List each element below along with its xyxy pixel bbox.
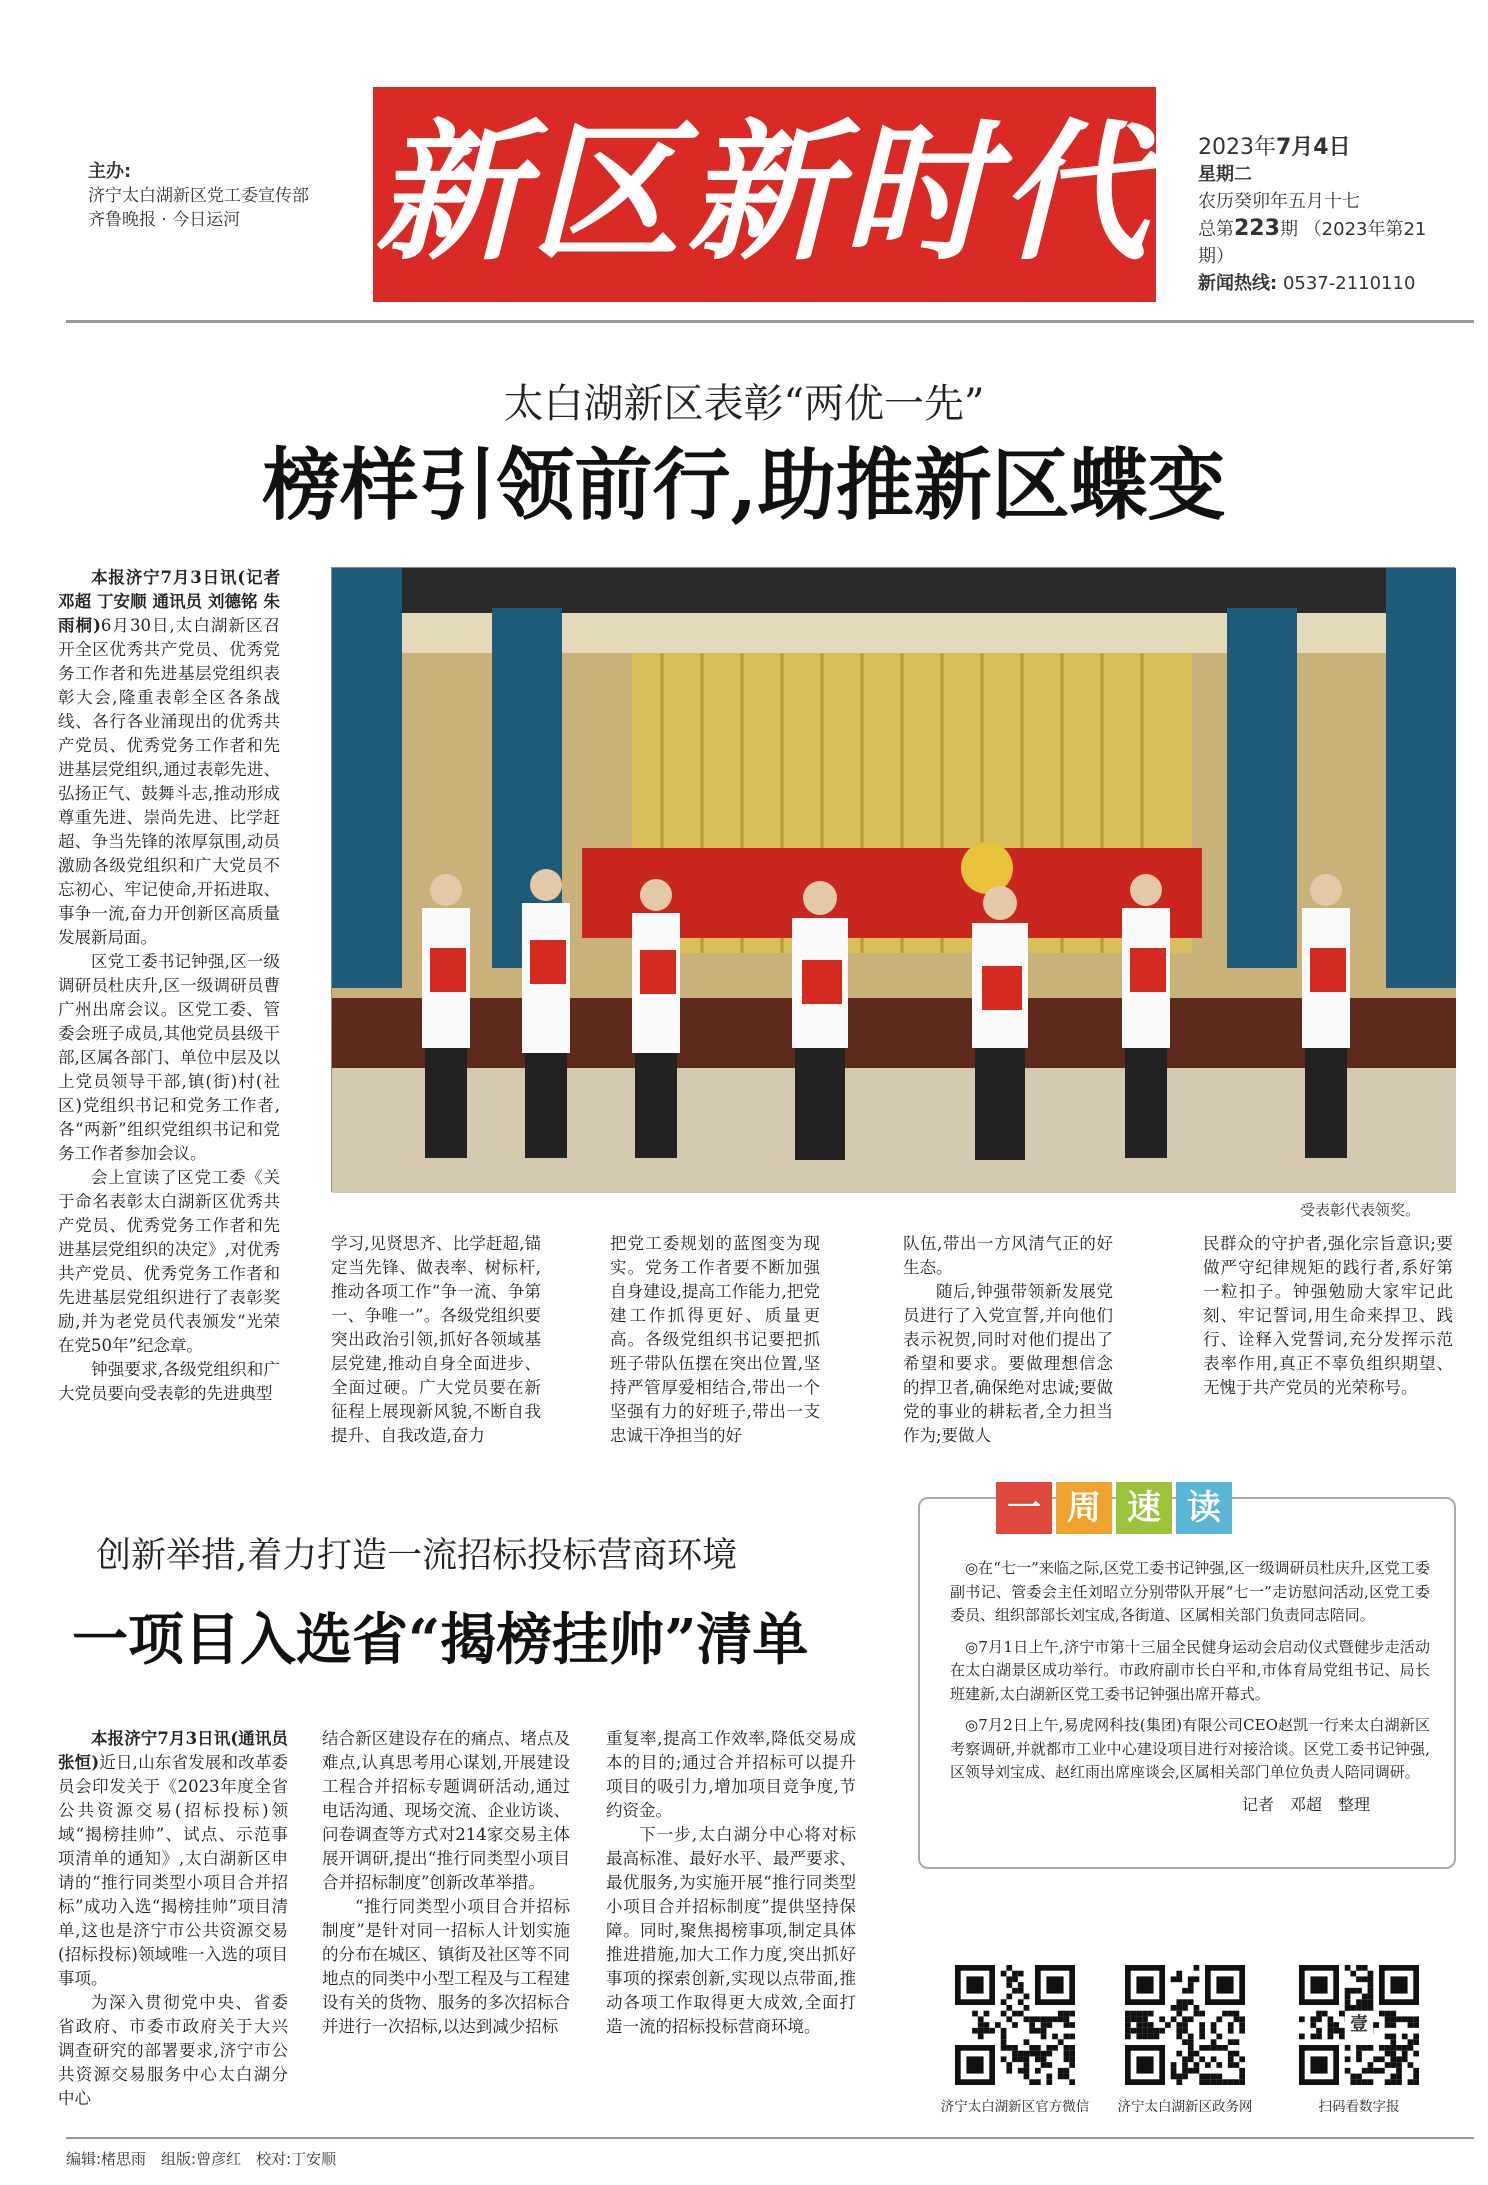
weekly-digest-text: [950, 1557, 1430, 1824]
footer-credits: 编辑:楮思雨 组版:曾彦红 校对:丁安顺: [66, 2150, 337, 2168]
story1-para-2: 区党工委书记钟强,区一级调研员杜庆升,区一级调研员曹广州出席会议。区党工委、管委会班子成员,其他党员县级干部,区属各部门、单位中层及以上党员领导干部,镇(街)村(社区)党组织书记和党务工作者,各“两新”组织党组织书记和党务工作者参加会议。: [58, 952, 280, 1163]
story1-headline: 榜样引领前行,助推新区蝶变: [262, 440, 1226, 531]
weekly-title-char-1: 一: [996, 1482, 1052, 1534]
qr-block-3: [1284, 1965, 1434, 2115]
story2-kicker: 创新举措,着力打造一流招标投标营商环境: [96, 1536, 738, 1576]
qr-label-1: 济宁太白湖新区官方微信: [940, 2099, 1090, 2115]
story2-para-2: 为深入贯彻党中央、省委省政府、市委市政府关于大兴调查研究的部署要求,济宁市公共资源交易服务中心太白湖分中心: [58, 1993, 288, 2108]
qr-code-icon[interactable]: [955, 1965, 1075, 2085]
story1-col4a-text: 队伍,带出一方风清气正的好生态。: [903, 1234, 1113, 1277]
qr-badge: 壹: [1345, 2011, 1373, 2039]
story2-col3b-text: 下一步,太白湖分中心将对标最高标准、最好水平、最严要求、最优服务,为实施开展“推行同类型小项目合并招标制度”提供坚持保障。同时,聚焦揭榜事项,制定具体推进措施,加大工作力度,突出抓好事项的探索创新,实现以点带面,推动各项工作取得更大成效,全面打造一流的招标投标营商环境。: [606, 1825, 856, 2036]
issue-suffix: 期 （2023年第21期）: [1198, 219, 1427, 267]
story1-col5-text: 民群众的守护者,强化宗旨意识;要做严守纪律规矩的践行者,系好第一粒扣子。钟强勉励大家牢记此刻、牢记誓词,用生命来捍卫、践行、诠释入党誓词,充分发挥示范表率作用,真正不辜负组织期望、无愧于共产党员的光荣称号。: [1203, 1234, 1453, 1397]
issue-number: 223: [1234, 216, 1280, 241]
weekly-signature: 记者 邓超 整理: [1241, 1794, 1370, 1814]
date-block: [1198, 134, 1438, 297]
weekly-digest-box: [918, 1497, 1456, 1869]
sponsor-label: 主办:: [88, 161, 132, 182]
weekly-item-3: ◎7月2日上午,易虎网科技(集团)有限公司CEO赵凯一行来太白湖新区考察调研,并就都市工业中心建设项目进行对接洽谈。区党工委书记钟强,区领导刘宝成、赵红雨出席座谈会,区属相关部门单位负责人陪同调研。: [950, 1716, 1430, 1781]
footer-rule: [66, 2137, 1474, 2139]
story2-column-1: [58, 1727, 288, 2108]
sponsor-block: [88, 160, 309, 232]
award-ceremony-image: [332, 568, 1456, 1193]
story1-column-1: [58, 566, 280, 1406]
story1-para-3: 会上宣读了区党工委《关于命名表彰太白湖新区优秀共产党员、优秀党务工作者和先进基层党组织的决定》,对优秀共产党员、优秀党务工作者和先进基层党组织进行了表彰奖励,并为老党员代表颁发“光荣在党50年”纪念章。: [58, 1168, 280, 1355]
weekly-item-1: ◎在“七一”来临之际,区党工委书记钟强,区一级调研员杜庆升,区党工委副书记、管委会主任刘昭立分别带队开展“七一”走访慰问活动,区党工委委员、组织部部长刘宝成,各街道、区属相关部门负责同志陪同。: [950, 1559, 1430, 1624]
weekly-title-char-4: 读: [1176, 1482, 1232, 1534]
header-rule: [66, 320, 1474, 323]
story1-column-5: [1203, 1232, 1453, 1442]
masthead-title: 新区新时代: [374, 105, 1155, 281]
weekly-title-char-2: 周: [1056, 1482, 1112, 1534]
qr-label-3: 扫码看数字报: [1318, 2099, 1400, 2115]
story1-col3-text: 把党工委规划的蓝图变为现实。党务工作者要不断加强自身建设,提高工作能力,把党建工作抓得更好、质量更高。各级党组织书记要把抓班子带队伍摆在突出位置,坚持严管厚爱相结合,带出一个坚强有力的好班子,带出一支忠诚干净担当的好: [610, 1234, 820, 1445]
date-year: 2023年: [1198, 135, 1276, 160]
story1-col4b-text: 随后,钟强带领新发展党员进行了入党宣誓,并向他们表示祝贺,同时对他们提出了希望和要求。要做理想信念的捍卫者,确保绝对忠诚;要做党的事业的耕耘者,全力担当作为;要做人: [903, 1282, 1113, 1445]
masthead: [373, 87, 1156, 302]
weekday: 星期二: [1198, 164, 1252, 185]
story1-col2-text: 学习,见贤思齐、比学赶超,锚定当先锋、做表率、树标杆,推动各项工作“争一流、争第一、争唯一”。各级党组织要突出政治引领,抓好各领域基层党建,推动自身全面进步、全面过硬。广大党员要在新征程上展现新风貌,不断自我提升、自我改造,奋力: [331, 1234, 541, 1445]
lunar-date: 农历癸卯年五月十七: [1198, 191, 1360, 212]
weekly-item-2: ◎7月1日上午,济宁市第十三届全民健身运动会启动仪式暨健步走活动在太白湖景区成功举行。市政府副市长白平和,市体育局党组书记、局长班建新,太白湖新区党工委书记钟强出席开幕式。: [950, 1637, 1430, 1703]
sponsor-line-2: 齐鲁晚报 · 今日运河: [88, 210, 241, 230]
issue-prefix: 总第: [1198, 219, 1234, 240]
story1-para-1: 6月30日,太白湖新区召开全区优秀共产党员、优秀党务工作者和先进基层党组织表彰大会,隆重表彰全区各条战线、各行各业涌现出的优秀共产党员、优秀党务工作者和先进基层党组织,通过表彰先进、弘扬正气、鼓舞斗志,推动形成尊重先进、崇尚先进、比学赶超、争当先锋的浓厚氛围,动员激励各级党组织和广大党员不忘初心、牢记使命,开拓进取、事争一流,奋力开创新区高质量发展新局面。: [58, 616, 280, 947]
weekly-title-char-3: 速: [1116, 1482, 1172, 1534]
hotline-line: [1198, 270, 1438, 297]
story1-kicker: 太白湖新区表彰“两优一先”: [503, 381, 985, 427]
qr-block-1: [940, 1965, 1090, 2115]
hotline-number: 0537-2110110: [1282, 273, 1416, 294]
date-line: [1198, 134, 1438, 161]
story2-column-2: [322, 1727, 570, 2097]
weekly-title: [996, 1482, 1236, 1540]
photo-caption: 受表彰代表领奖。: [1300, 1201, 1421, 1219]
story2-col2b-text: “推行同类型小项目合并招标制度”是针对同一招标人计划实施的分布在城区、镇街及社区等不同地点的同类中小型工程及与工程建设有关的货物、服务的多次招标合并进行一次招标,以达到减少招标: [322, 1897, 570, 2036]
qr-code-icon[interactable]: [1125, 1965, 1245, 2085]
qr-code-icon[interactable]: [1299, 1965, 1419, 2085]
story1-column-2: [331, 1232, 541, 1445]
date-month-day: 7月4日: [1276, 135, 1351, 160]
story1-column-3: [610, 1232, 820, 1445]
story1-lead: 本报济宁7月3日讯(记者 邓超 丁安顺 通讯员 刘德铭 朱雨桐): [58, 568, 280, 635]
issue-line: [1198, 215, 1438, 270]
story2-lead: 本报济宁7月3日讯(通讯员 张恒): [58, 1729, 288, 1772]
hotline-label: 新闻热线:: [1198, 273, 1278, 294]
story2-para-1: 近日,山东省发展和改革委员会印发关于《2023年度全省公共资源交易(招标投标)领域“揭榜挂帅”、试点、示范事项清单的通知》,太白湖新区申请的“推行同类型小项目合并招标”成功入选“揭榜挂帅”项目清单,这也是济宁市公共资源交易(招标投标)领域唯一入选的项目事项。: [58, 1753, 288, 1988]
story2-col3a-text: 重复率,提高工作效率,降低交易成本的目的;通过合并招标可以提升项目的吸引力,增加项目竞争度,节约资金。: [606, 1729, 856, 1820]
story1-para-4: 钟强要求,各级党组织和广大党员要向受表彰的先进典型: [58, 1360, 280, 1403]
story1-column-4: [903, 1232, 1113, 1445]
qr-label-2: 济宁太白湖新区政务网: [1117, 2099, 1253, 2115]
sponsor-line-1: 济宁太白湖新区党工委宣传部: [88, 186, 309, 206]
award-photo: [331, 567, 1455, 1192]
story2-column-3: [606, 1727, 856, 2097]
story2-headline: 一项目入选省“揭榜挂帅”清单: [72, 1607, 809, 1673]
story2-col2a-text: 结合新区建设存在的痛点、堵点及难点,认真思考用心谋划,开展建设工程合并招标专题调研活动,通过电话沟通、现场交流、企业访谈、问卷调查等方式对214家交易主体展开调研,提出“推行同类型小项目合并招标制度”创新改革举措。: [322, 1729, 570, 1892]
qr-block-2: [1110, 1965, 1260, 2115]
